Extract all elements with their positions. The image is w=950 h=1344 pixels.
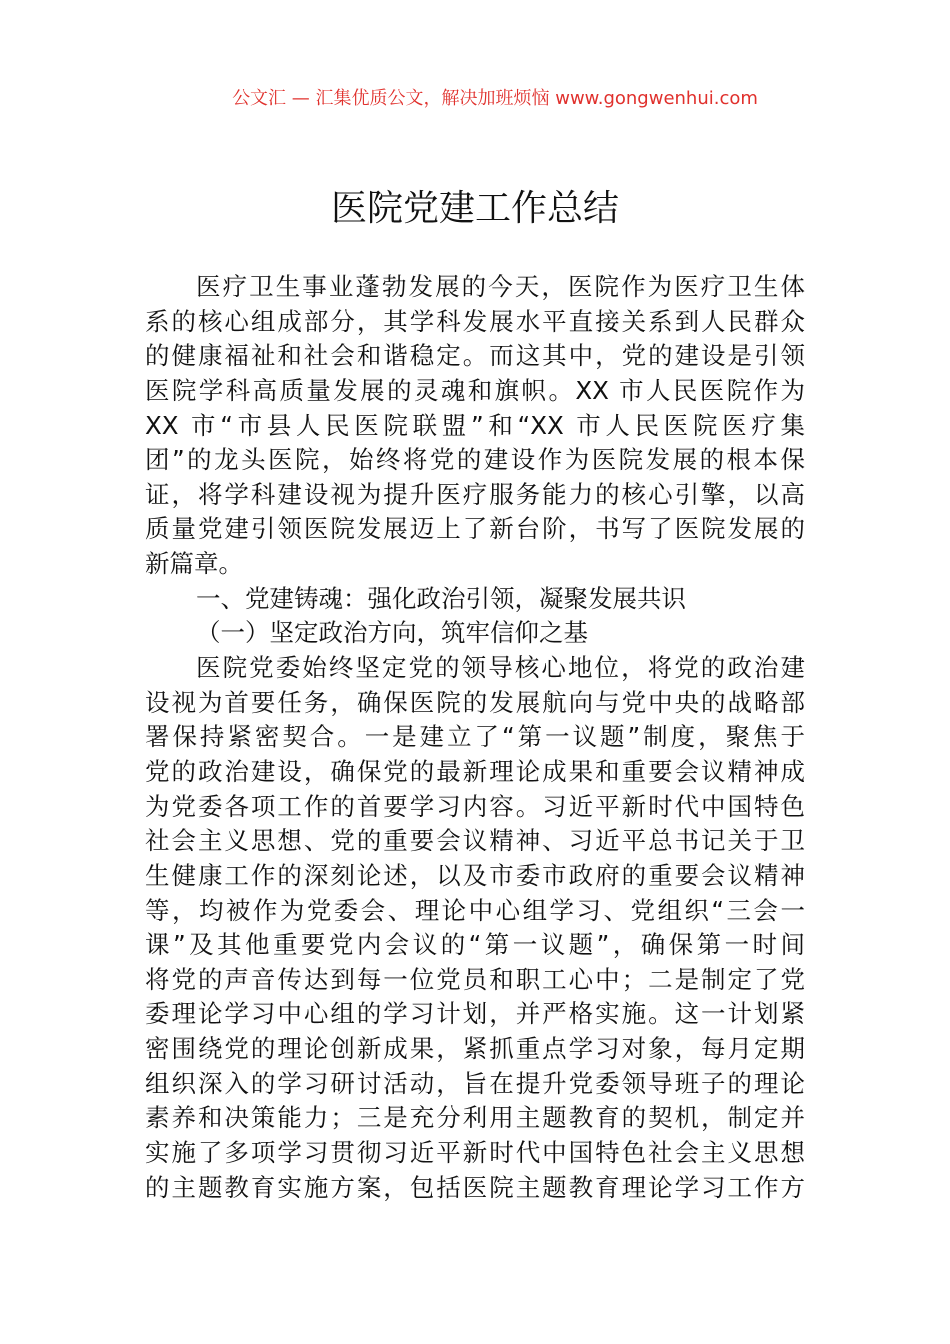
paragraph-line: 的主题教育实施方案，包括医院主题教育理论学习工作方	[145, 1172, 805, 1202]
paragraph-line: 署保持紧密契合。一是建立了“第一议题”制度，聚焦于	[145, 722, 805, 752]
paragraph-line: 医院党委始终坚定党的领导核心地位，将党的政治建	[196, 653, 805, 683]
section-heading: （一）坚定政治方向，筑牢信仰之基	[196, 618, 588, 648]
paragraph-line: 为党委各项工作的首要学习内容。习近平新时代中国特色	[145, 791, 805, 821]
paragraph-line: 实施了多项学习贯彻习近平新时代中国特色社会主义思想	[145, 1138, 805, 1168]
paragraph-line: 证，将学科建设视为提升医疗服务能力的核心引擎，以高	[145, 479, 805, 509]
paragraph-line: 组织深入的学习研讨活动，旨在提升党委领导班子的理论	[145, 1068, 805, 1098]
paragraph-line: 课”及其他重要党内会议的“第一议题”，确保第一时间	[145, 930, 805, 960]
paragraph-line: 系的核心组成部分，其学科发展水平直接关系到人民群众	[145, 306, 805, 336]
paragraph-line: 的健康福祉和社会和谐稳定。而这其中，党的建设是引领	[145, 341, 805, 371]
section-heading: 一、党建铸魂：强化政治引领，凝聚发展共识	[196, 583, 686, 613]
paragraph-line: 素养和决策能力；三是充分利用主题教育的契机，制定并	[145, 1103, 805, 1133]
paragraph-line: 医院学科高质量发展的灵魂和旗帜。XX 市人民医院作为	[145, 375, 805, 405]
paragraph-line: 团”的龙头医院，始终将党的建设作为医院发展的根本保	[145, 445, 805, 475]
document-body	[145, 270, 805, 1205]
document-title: 医院党建工作总结	[330, 188, 619, 229]
paragraph-line: 社会主义思想、党的重要会议精神、习近平总书记关于卫	[145, 826, 805, 856]
paragraph-line: XX 市“市县人民医院联盟”和“XX 市人民医院医疗集	[145, 410, 805, 440]
paragraph-line: 新篇章。	[145, 549, 243, 579]
paragraph-line: 质量党建引领医院发展迈上了新台阶，书写了医院发展的	[145, 514, 805, 544]
paragraph-line: 设视为首要任务，确保医院的发展航向与党中央的战略部	[145, 687, 805, 717]
paragraph-line: 委理论学习中心组的学习计划，并严格实施。这一计划紧	[145, 999, 805, 1029]
paragraph-line: 密围绕党的理论创新成果，紧抓重点学习对象，每月定期	[145, 1034, 805, 1064]
paragraph-line: 医疗卫生事业蓬勃发展的今天，医院作为医疗卫生体	[196, 272, 805, 301]
paragraph-line: 党的政治建设，确保党的最新理论成果和重要会议精神成	[145, 756, 805, 786]
watermark-header: 公文汇 — 汇集优质公文，解决加班烦恼 www.gongwenhui.com	[232, 88, 758, 109]
paragraph-line: 将党的声音传达到每一位党员和职工心中；二是制定了党	[145, 964, 805, 994]
paragraph-line: 生健康工作的深刻论述，以及市委市政府的重要会议精神	[145, 860, 805, 890]
paragraph-line: 等，均被作为党委会、理论中心组学习、党组织“三会一	[145, 895, 805, 925]
